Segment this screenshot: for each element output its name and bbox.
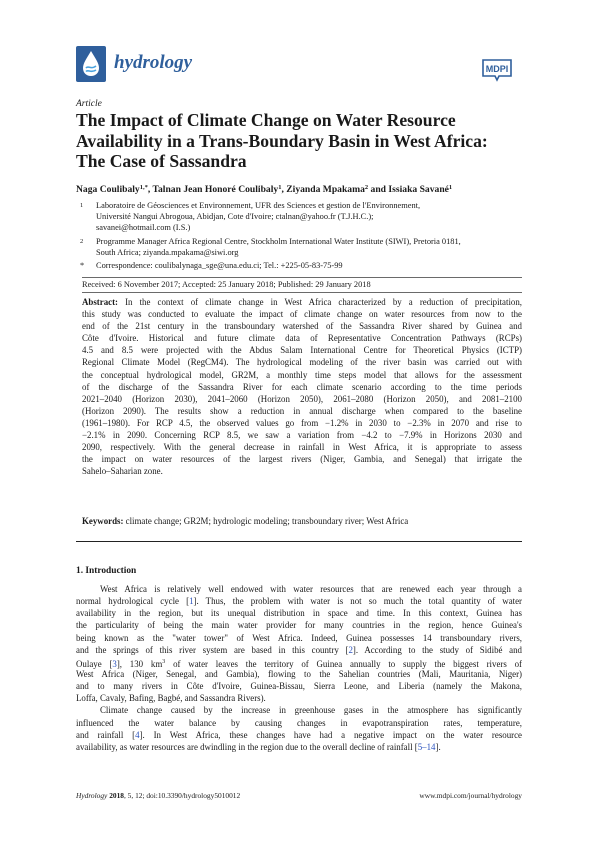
body-text: and to many rivers in Côte d'Ivoire, Guinea-Bissau, Sierra Leone, and Liberia (namely the Makona, <box>76 681 522 692</box>
body-line <box>76 692 522 704</box>
abstract-line: (1961–1980). For RCP 4.5, the observed values go from −1.2% in 2030 to −2.3% in 2070 and rise to <box>82 417 522 428</box>
abstract-line: 2090, respectively. With the general decrease in rainfall in West Africa, it is appropriate to assess <box>82 442 522 453</box>
journal-logo-icon <box>76 46 106 82</box>
correspondence-line[interactable]: Correspondence: coulibalynaga_sge@una.edu.ci; Tel.: +225-05-83-75-99 <box>96 261 343 271</box>
body-text: West Africa is relatively well endowed with water resources that are renewed each year through a <box>100 584 522 594</box>
abstract-line: the conceptual hydrological model, GR2M, a monthly time steps model that allows for the assessment <box>82 369 522 380</box>
page-header <box>76 46 516 86</box>
abstract-line: of the discharge of the Sassandra River for each climate scenario according to the time periods <box>82 381 522 392</box>
citation <box>76 791 240 800</box>
body-text: ]. <box>435 741 441 752</box>
author-name[interactable]: Naga Coulibaly <box>76 184 140 195</box>
body-line <box>76 717 522 729</box>
affiliation-line[interactable]: savanei@hotmail.com (I.S.) <box>96 223 191 233</box>
footer-year: 2018 <box>109 791 124 800</box>
body-line <box>76 680 522 692</box>
abstract <box>82 296 522 477</box>
author-affil-mark[interactable]: 1,* <box>139 184 148 191</box>
journal-name[interactable]: hydrology <box>114 52 193 73</box>
body-line <box>76 741 522 753</box>
abstract-line: this study was conducted to evaluate the impact of climate change on water resources from now to the <box>82 309 522 320</box>
body-line <box>76 656 522 668</box>
keywords-label: Keywords: <box>82 516 124 526</box>
body-text: of water leaves the territory of Guinea annually to supply the biggest rivers of <box>165 658 522 669</box>
author-sep: and <box>368 184 389 195</box>
body-text: ], 130 km <box>116 658 163 669</box>
footer-journal: Hydrology <box>76 791 108 800</box>
body-text: Climate change caused by the increase in greenhouse gases in the atmosphere has significantly <box>100 705 522 716</box>
body-line <box>76 583 522 595</box>
body-line <box>76 632 522 644</box>
author-name[interactable]: Ziyanda Mpakama <box>286 184 365 195</box>
title-line: Availability in a Trans-Boundary Basin in West Africa: <box>76 130 488 151</box>
superscript: 3 <box>162 658 166 665</box>
affiliation-line: Programme Manager Africa Regional Centre, Stockholm International Water Institute (SIWI), Pretoria 0181, <box>96 236 461 246</box>
divider <box>82 277 522 278</box>
affiliations <box>76 200 522 273</box>
article-type: Article <box>76 99 102 109</box>
publication-dates: Received: 6 November 2017; Accepted: 25 January 2018; Published: 29 January 2018 <box>82 280 371 289</box>
affiliation-item <box>76 236 522 258</box>
abstract-label: Abstract: <box>82 297 118 307</box>
author-affil-mark[interactable]: 1 <box>448 184 453 191</box>
abstract-line: (Horizon 2090). The results show a reduction in annual discharge when compared to the baseline <box>82 405 522 416</box>
abstract-line: 2021–2040 (Horizon 2030), 2041–2060 (Horizon 2050), 2061–2080 (Horizon 2050), and 2081–2100 <box>82 393 522 404</box>
body-text: and the springs of this river system are based in this country [ <box>76 644 349 655</box>
author-sep: , <box>281 184 287 195</box>
abstract-line: −2.1% in 2090. Concerning RCP 8.5, we saw a variation from −4.2 to −7.9% in Horizons 2030 and <box>82 430 522 441</box>
body-text: the particularity of being the main water provider for many countries in the region, hence Guinea's <box>76 620 522 631</box>
author-name[interactable]: Talnan Jean Honoré Coulibaly <box>152 184 279 195</box>
section-heading: 1. Introduction <box>76 566 137 576</box>
mdpi-logo-text: MDPI <box>485 64 509 74</box>
citation-link[interactable]: 3 <box>112 658 117 669</box>
body-line <box>76 619 522 631</box>
body-text: availability, as water resources are dwindling in the region due to the overall decline of rainfall [ <box>76 741 418 752</box>
author-name[interactable]: Issiaka Savané <box>388 184 449 195</box>
abstract-line: Regional Climate Model (RegCM4). The hydrological modeling of the river basin was carried out with <box>82 357 522 368</box>
body-text: Loffa, Cavaly, Bafing, Bagbé, and Sassandra Rivers). <box>76 693 266 704</box>
body-text: availability in the region, but its unequal distribution in space and time. In this context, Guinea has <box>76 608 522 619</box>
body-text: West Africa (Niger, Senegal, and Gambia), flowing to the Sahelian countries (Mali, Mauritania, Niger) <box>76 668 522 679</box>
body-text: ]. Thus, the problem with water is not so much the total quantity of water <box>193 596 523 607</box>
abstract-line: Côte d'Ivoire. Historical and future climate data of Representative Concentration Pathways (RCPs) <box>82 333 522 344</box>
abstract-text: In the context of climate change in West Africa characterized by a reduction of precipitation, <box>125 297 523 307</box>
abstract-line: end of the 21st century in the transboundary watershed of the Sassandra River shared by Guinea and <box>82 321 522 332</box>
introduction-body <box>76 583 522 753</box>
keywords <box>82 516 408 526</box>
affiliation-mark: 1 <box>80 202 84 209</box>
body-text: being known as the "water tower" of West Africa. Indeed, Guinea possesses 14 transboundary rivers, <box>76 632 522 643</box>
affiliation-line: Laboratoire de Géosciences et Environnement, UFR des Sciences et gestion de l'Environnement, <box>96 201 421 210</box>
body-line <box>76 607 522 619</box>
citation-link[interactable]: 2 <box>348 644 353 655</box>
citation-link[interactable]: 4 <box>135 729 140 740</box>
affiliation-item <box>76 200 522 234</box>
body-text: ]. According to the study of Sidibé and <box>352 644 522 655</box>
affiliation-mark: * <box>80 261 85 271</box>
body-line <box>76 704 522 716</box>
abstract-line: 4.5 and 8.5 were projected with the Abdus Salam International Centre for Theoretical Physics (ICTP) <box>82 345 522 356</box>
citation-link[interactable]: 5–14 <box>417 741 436 752</box>
title-line: The Case of Sassandra <box>76 151 247 171</box>
body-text: normal hydrological cycle [ <box>76 596 190 607</box>
journal-url[interactable]: www.mdpi.com/journal/hydrology <box>419 791 522 800</box>
abstract-line <box>82 296 522 308</box>
affiliation-line[interactable]: Université Nangui Abrogoua, Abidjan, Cote d'Ivoire; ctalnan@yahoo.fr (T.J.H.C.); <box>96 212 374 222</box>
affiliation-line[interactable]: South Africa; ziyanda.mpakama@siwi.org <box>96 247 239 257</box>
abstract-line: Sahelo–Saharian zone. <box>82 466 163 477</box>
author-sep: , <box>147 184 153 195</box>
keywords-text: climate change; GR2M; hydrologic modeling; transboundary river; West Africa <box>125 516 409 526</box>
article-title <box>76 110 522 172</box>
body-text: and rainfall [ <box>76 729 136 740</box>
section-divider <box>76 541 522 542</box>
title-line: The Impact of Climate Change on Water Resource <box>76 110 456 130</box>
body-line <box>76 644 522 656</box>
body-text: ]. In West Africa, these changes have had a negative impact on the water resource <box>139 729 522 740</box>
body-text: Oulaye [ <box>76 658 113 669</box>
author-affil-mark[interactable]: 1 <box>278 184 282 191</box>
divider <box>82 292 522 293</box>
body-text: influenced the water balance by causing changes in evapotranspiration rates, temperature, <box>76 717 522 728</box>
body-line <box>76 729 522 741</box>
affiliation-mark: 2 <box>80 237 84 245</box>
footer-volume-doi[interactable]: , 5, 12; doi:10.3390/hydrology5010012 <box>123 791 241 800</box>
abstract-line: the impact on water resources of the largest rivers (Niger, Gambia, and Senegal) that irrigate the <box>82 454 522 465</box>
body-line <box>76 595 522 607</box>
correspondence-item <box>76 260 522 271</box>
citation-link[interactable]: 1 <box>189 596 194 607</box>
body-line <box>76 668 522 680</box>
author-list <box>76 184 522 195</box>
mdpi-logo-icon[interactable] <box>479 56 515 84</box>
author-affil-mark[interactable]: 2 <box>364 184 369 191</box>
